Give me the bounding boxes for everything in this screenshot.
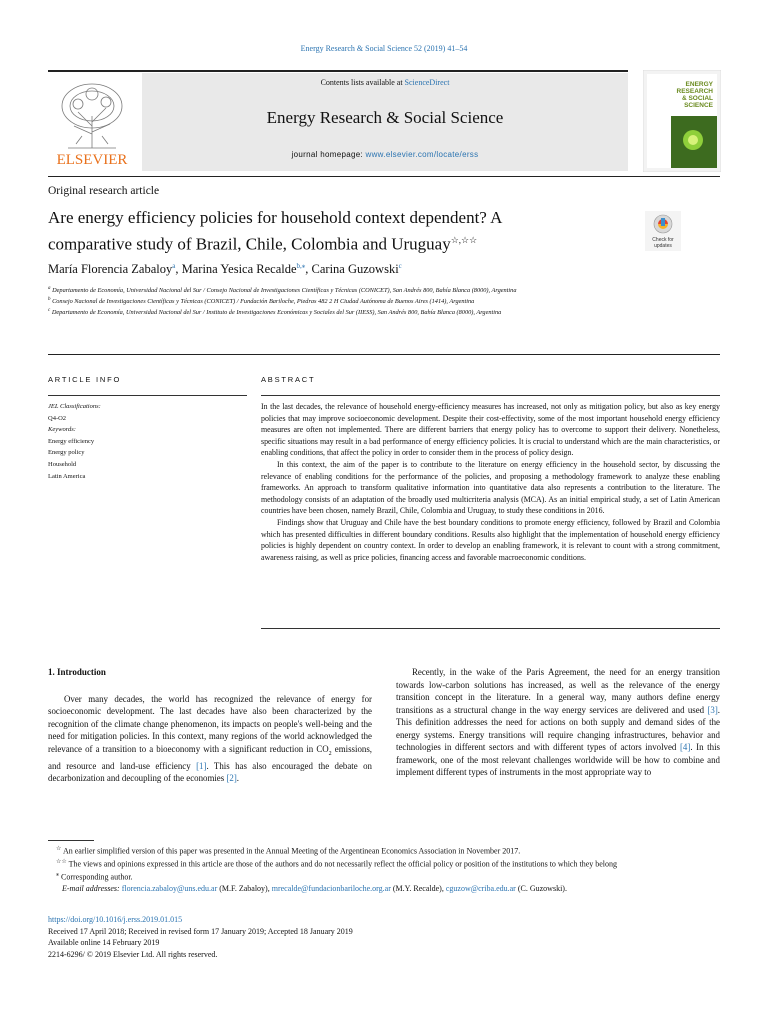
email-owner: (C. Guzowski). [515,884,567,894]
sciencedirect-link[interactable]: ScienceDirect [404,78,450,87]
email-owner: (M.Y. Recalde), [390,884,446,894]
body-paragraph [396,666,720,779]
abstract-paragraph: In this context, the aim of the paper is to contribute to the literature on energy efficiency in the household sector, by discussing the relevance of enabling conditions for the performance of the policies, and proposing a methodology framework to analyze these enabling frameworks. An approach to transform qualitative information into quantitative data also represents a contribution to the literature. The methodology consists of an adaptation of the broadly used multicriteria analysis (MCA). As an initial empirical study, a set of Latin American countries have been chosen, namely Brazil, Chile, Colombia and Uruguay, to study these conditions in 2016. [261,459,720,516]
body-text: . This definition addresses the need for actions on both supply and demand sides of the energy systems. Energy transitions will require changing infrastructures, behavior and technologies in different sectors and with different types of actors involved [396,704,720,752]
author-name[interactable]: María Florencia Zabaloy [48,262,173,277]
crossmark-line-2: updates [654,243,672,249]
author-affiliation-mark[interactable]: b,⁎ [296,262,306,270]
keyword: Energy policy [48,449,85,457]
body-text: emissions, and resource and land-use efficiency [48,743,372,771]
article-type: Original research article [48,185,160,197]
reference-link[interactable]: [4] [679,742,691,752]
reference-link[interactable]: [2] [226,773,237,784]
footnotes [48,844,720,895]
title-line-1: Are energy efficiency policies for household context dependent? A [48,208,503,227]
abstract-paragraph: In the last decades, the relevance of household energy-efficiency measures has increased, not only as mitigation policy, but also as key energy policies that may improve socioeconomic development. Despite their cost-effectivity, some of the most important household energy efficiency measures are often not implemented. There are different barriers that energy policy has to overcome to support their delivery. Nonetheless, specific situations may result in a bad performance of energy efficiency policies. It is crucial to understand which are the main characteristics, or enabling conditions, that affect the policy in order to consider them in the process of policy design. [261,402,720,458]
title-line-2: comparative study of Brazil, Chile, Colombia and Uruguay [48,234,451,254]
affiliation-text: Departamento de Economía, Universidad Nacional del Sur / Instituto de Investigaciones Económicas y Sociales del Sur (IIESS), San Andrés 800, Bahía Blanca (8000), Argentina [51,309,502,317]
article-info-heading: ARTICLE INFO [48,375,122,384]
body-column-right [396,666,720,779]
cover-title-1: ENERGY [685,81,713,88]
email-link[interactable]: mrecalde@fundacionbariloche.org.ar [271,884,391,894]
footnote-rule [48,840,94,841]
affiliation-mark: c [48,308,51,313]
check-for-updates-badge[interactable] [645,211,681,251]
jel-label: JEL Classifications: [48,403,101,410]
cover-title-3: & SOCIAL [681,95,713,102]
email-label: E-mail addresses: [62,884,120,894]
keywords-label: Keywords: [48,426,76,434]
footnote-mark: ☆☆ [56,859,67,866]
footnote-mark: ☆ [56,846,62,852]
keyword: Household [48,460,77,468]
footnote [48,844,720,857]
header-rule [48,70,628,72]
footnote-mark: ⁎ [56,872,59,879]
body-column-left [48,666,372,785]
footnote [48,870,720,883]
abstract-end-rule [261,628,720,629]
journal-citation[interactable]: Energy Research & Social Science 52 (2019) 41–54 [300,44,468,53]
email-owner: (M.F. Zabaloy), [217,884,272,894]
affiliations [48,285,698,318]
body-text: Recently, in the wake of the Paris Agreement, the need for an energy transition towards low-carbon solutions has increased, as well as the relevance of the energy transition concept in the literature. In a general way, many authors define energy transitions as a structural change in the way energy services are delivered and used [396,667,720,715]
received-dates: Received 17 April 2018; Received in revised form 17 January 2019; Accepted 18 January 2019 [48,926,353,936]
available-online: Available online 14 February 2019 [48,938,160,947]
keyword: Latin America [48,472,86,480]
keyword: Energy efficiency [48,437,95,445]
cover-title-2: RESEARCH [676,88,713,95]
body-text: . [236,773,240,784]
body-text: . This has also encouraged the debate on decarbonization and decoupling of the economies [48,760,372,784]
homepage-link[interactable]: www.elsevier.com/locate/erss [365,150,479,159]
email-addresses [48,883,720,895]
header-bottom-rule [48,176,720,177]
reference-link[interactable]: [1] [196,760,207,771]
abstract-rule [261,395,720,396]
reference-link[interactable]: [3] [707,704,718,715]
author-affiliation-mark[interactable]: a [172,262,176,270]
journal-cover-thumbnail[interactable] [643,70,721,172]
journal-homepage [142,150,628,159]
affiliation-mark: b [48,297,51,302]
author-name[interactable]: Carina Guzowski [311,262,399,277]
email-link[interactable]: cguzow@criba.edu.ar [445,884,516,894]
body-text: . In this framework, one of the most relevant challenges worldwide will be how to combine and implement different types of instruments in the most appropriate way to [396,742,721,777]
title-footnote-marks[interactable]: ☆,☆☆ [450,235,478,245]
affiliation-mark: a [48,286,51,291]
section-heading-introduction: 1. Introduction [48,667,106,677]
journal-name: Energy Research & Social Science [266,108,504,127]
section-rule [48,354,720,355]
cover-title-4: SCIENCE [684,102,713,109]
publication-info [48,914,353,960]
abstract-body [261,401,720,563]
email-link[interactable]: florencia.zabaloy@uns.edu.ar [121,884,218,894]
elsevier-wordmark: ELSEVIER [56,152,128,168]
footnote-text: An earlier simplified version of this paper was presented in the Annual Meeting of the Argentinean Economics Association in November 2017. [62,846,521,856]
body-paragraph [48,693,372,785]
affiliation-text: Consejo Nacional de Investigaciones Científicas y Técnicas (CONICET) / Fundación Bariloche, Piedras 482 2 H Ciudad Autónoma de Buenos Aires (1414), Argentina [52,298,475,306]
affiliation-text: Departamento de Economía, Universidad Nacional del Sur / Consejo Nacional de Investigaciones Científicas y Técnicas (CONICET), San Andrés 800, Bahía Blanca (8000), Argentina [52,287,517,295]
article-info [48,401,101,482]
copyright: 2214-6296/ © 2019 Elsevier Ltd. All rights reserved. [48,949,218,959]
crossmark-line-1: Check for [652,237,674,243]
footnote-text: Corresponding author. [61,872,133,882]
affiliation-item [48,296,698,307]
abstract-heading: ABSTRACT [261,375,316,384]
contents-line [142,78,628,87]
abstract-paragraph: Findings show that Uruguay and Chile have the best boundary conditions to promote energy efficiency, followed by Brazil and Colombia which has presented difficulties in different boundary conditions. Results also highlight that the implementation of household energy efficiency policies is highly dependent on country context. In order to develop an enabling framework, it is relevant to count with a strong commitment, awareness raising, as well as price policies, financing access and favorable macroeconomic conditions. [261,517,720,562]
affiliation-item [48,307,698,318]
jel-value: Q4-O2 [48,414,67,422]
article-info-rule [48,395,247,396]
subscript: 2 [328,750,332,757]
footnote [48,857,720,870]
footnote-text: The views and opinions expressed in this article are those of the authors and do not necessarily reflect the official policy or position of the institutions to which they belong [68,859,618,869]
doi-link[interactable]: https://doi.org/10.1016/j.erss.2019.01.015 [48,915,183,924]
affiliation-item [48,285,698,296]
contents-prefix: Contents lists available at [320,78,405,87]
author-affiliation-mark[interactable]: c [398,262,402,270]
article-title [48,207,608,256]
author-list: María Florencia Zabaloy$^a$, Marina Yesica Recalde$^{b,⁎}$, Carina Guzowski$^c$ [48,262,402,277]
body-text: Over many decades, the world has recognized the relevance of energy for socioeconomic development. The last decades have also been characterized by the recognition of the climate change phenomenon, its impacts on people's well-being and the need for mitigation policies. In this context, many regions of the world acknowledged the relevance of a transition to a bioeconomy with a significant reduction in CO [48,693,372,754]
author-name[interactable]: Marina Yesica Recalde [181,262,297,277]
homepage-prefix: journal homepage: [291,150,366,159]
elsevier-logo [48,76,136,168]
